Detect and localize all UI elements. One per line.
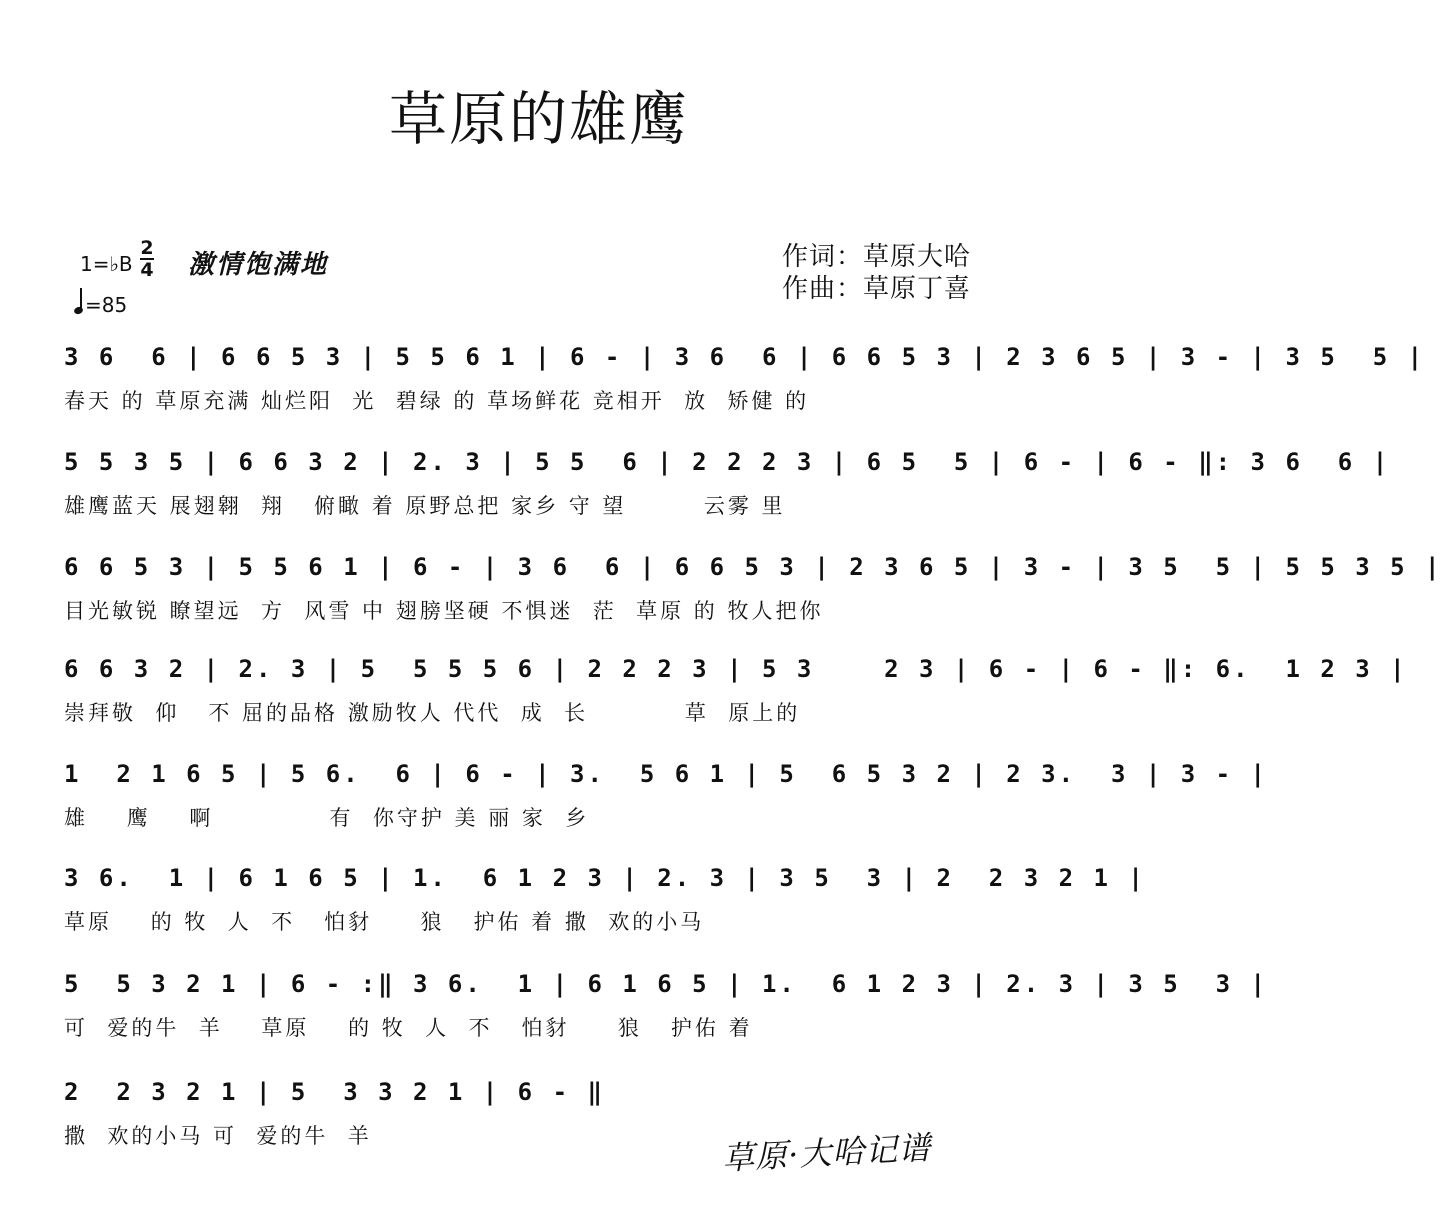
score-row-5 (64, 760, 1268, 860)
lyricist-credit: 作词：草原大哈 (782, 242, 972, 272)
score-row-6 (64, 864, 1146, 964)
notes-line: 3 6 6 | 6 6 5 3 | 5 5 6 1 | 6 - | 3 6 6 | 6 6 5 3 | 2 3 6 5 | 3 - | 3 5 5 | (64, 343, 1426, 371)
time-signature-top: 2 (140, 237, 154, 259)
score-row-4 (64, 655, 1408, 755)
tempo-marking (74, 292, 127, 317)
lyrics-line: 雄鹰蓝天 展翅翱 翔 俯瞰 着 原野总把 家乡 守 望 云雾 里 (64, 494, 786, 518)
notes-line: 5 5 3 5 | 6 6 3 2 | 2. 3 | 5 5 6 | 2 2 2 3 | 6 5 5 | 6 - | 6 - ‖: 3 6 6 | (64, 448, 1391, 476)
quarter-note-stem (80, 288, 82, 308)
notes-line: 1 2 1 6 5 | 5 6. 6 | 6 - | 3. 5 6 1 | 5 6 5 3 2 | 2 3. 3 | 3 - | (64, 760, 1268, 788)
key-signature: 1=♭B (80, 252, 133, 276)
lyrics-line: 草原 的 牧 人 不 怕豺 狼 护佑 着 撒 欢的小马 (64, 910, 705, 934)
transcriber-signature: 草原·大哈记谱 (721, 1128, 933, 1178)
lyrics-line: 崇拜敬 仰 不 屈的品格 激励牧人 代代 成 长 草 原上的 (64, 701, 801, 725)
score-row-2 (64, 448, 1391, 548)
expression-marking: 激情饱满地 (188, 250, 329, 280)
composer-credit: 作曲：草原丁喜 (782, 274, 972, 304)
quarter-note-icon (73, 306, 84, 316)
notes-line: 5 5 3 2 1 | 6 - :‖ 3 6. 1 | 6 1 6 5 | 1. 6 1 2 3 | 2. 3 | 3 5 3 | (64, 970, 1268, 998)
notes-line: 6 6 5 3 | 5 5 6 1 | 6 - | 3 6 6 | 6 6 5 3 | 2 3 6 5 | 3 - | 3 5 5 | 5 5 3 5 | (64, 553, 1443, 581)
lyrics-line: 撒 欢的小马 可 爱的牛 羊 (64, 1124, 372, 1148)
lyrics-line: 春天 的 草原充满 灿烂阳 光 碧绿 的 草场鲜花 竞相开 放 矫健 的 (64, 389, 810, 413)
song-title: 草原的雄鹰 (388, 85, 689, 153)
notes-line: 3 6. 1 | 6 1 6 5 | 1. 6 1 2 3 | 2. 3 | 3 5 3 | 2 2 3 2 1 | (64, 864, 1146, 892)
time-signature-bottom: 4 (140, 259, 154, 281)
lyrics-line: 可 爱的牛 羊 草原 的 牧 人 不 怕豺 狼 护佑 着 (64, 1016, 753, 1040)
lyrics-line: 雄 鹰 啊 有 你守护 美 丽 家 乡 (64, 806, 590, 830)
notes-line: 6 6 3 2 | 2. 3 | 5 5 5 5 6 | 2 2 2 3 | 5 3 2 3 | 6 - | 6 - ‖: 6. 1 2 3 | (64, 655, 1408, 683)
time-signature (139, 238, 155, 280)
score-row-1 (64, 343, 1426, 443)
score-row-3 (64, 553, 1443, 653)
lyrics-line: 目光敏锐 瞭望远 方 风雪 中 翅膀坚硬 不惧迷 茫 草原 的 牧人把你 (64, 599, 824, 623)
tempo-value: =85 (85, 293, 128, 317)
notes-line: 2 2 3 2 1 | 5 3 3 2 1 | 6 - ‖ (64, 1078, 605, 1106)
score-row-7 (64, 970, 1268, 1070)
